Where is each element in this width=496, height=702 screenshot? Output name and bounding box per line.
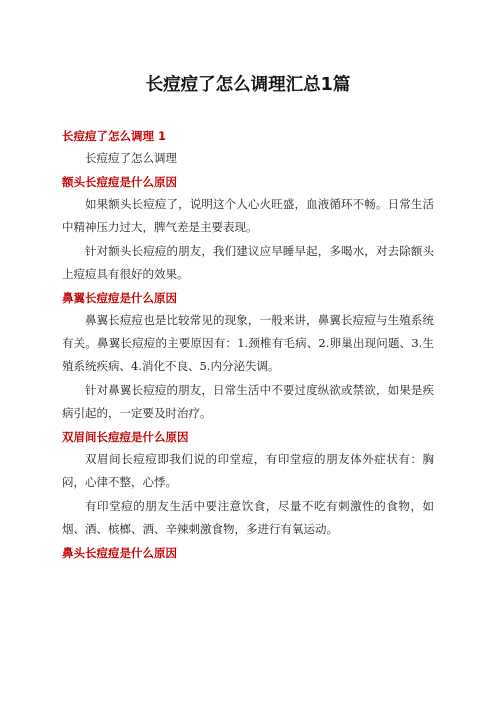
section-heading: 额头长痘痘是什么原因 bbox=[62, 175, 177, 189]
paragraph: 针对鼻翼长痘痘的朋友，日常生活中不要过度纵欲或禁欲，如果是疾病引起的，一定要及时治疗。 bbox=[62, 383, 434, 420]
section-heading: 长痘痘了怎么调理 1 bbox=[62, 129, 167, 143]
document-title: 长痘痘了怎么调理汇总1篇 bbox=[145, 75, 351, 95]
section-heading: 双眉间长痘痘是什么原因 bbox=[62, 430, 189, 444]
document-body bbox=[62, 125, 434, 564]
paragraph: 如果额头长痘痘了，说明这个人心火旺盛，血液循环不畅。日常生活中精神压力过大，脾气差是主要表现。 bbox=[62, 197, 434, 234]
paragraph: 针对额头长痘痘的朋友，我们建议应早睡早起，多喝水，对去除额头上痘痘具有很好的效果。 bbox=[62, 244, 434, 281]
paragraph: 有印堂痘的朋友生活中要注意饮食，尽量不吃有刺激性的食物，如烟、酒、槟榔、酒、辛辣刺激食物，多进行有氧运动。 bbox=[62, 499, 434, 536]
paragraph: 双眉间长痘痘即我们说的印堂痘，有印堂痘的朋友体外症状有：胸闷，心律不整，心悸。 bbox=[62, 452, 434, 489]
section-heading: 鼻翼长痘痘是什么原因 bbox=[62, 291, 177, 305]
paragraph: 长痘痘了怎么调理 bbox=[85, 151, 177, 165]
paragraph: 鼻翼长痘痘也是比较常见的现象，一般来讲，鼻翼长痘痘与生殖系统有关。鼻翼长痘痘的主要原因有：1.颈椎有毛病、2.卵巢出现问题、3.生殖系统疾病、4.消化不良、5.内分泌失调。 bbox=[62, 313, 434, 373]
section-heading: 鼻头长痘痘是什么原因 bbox=[62, 546, 177, 560]
